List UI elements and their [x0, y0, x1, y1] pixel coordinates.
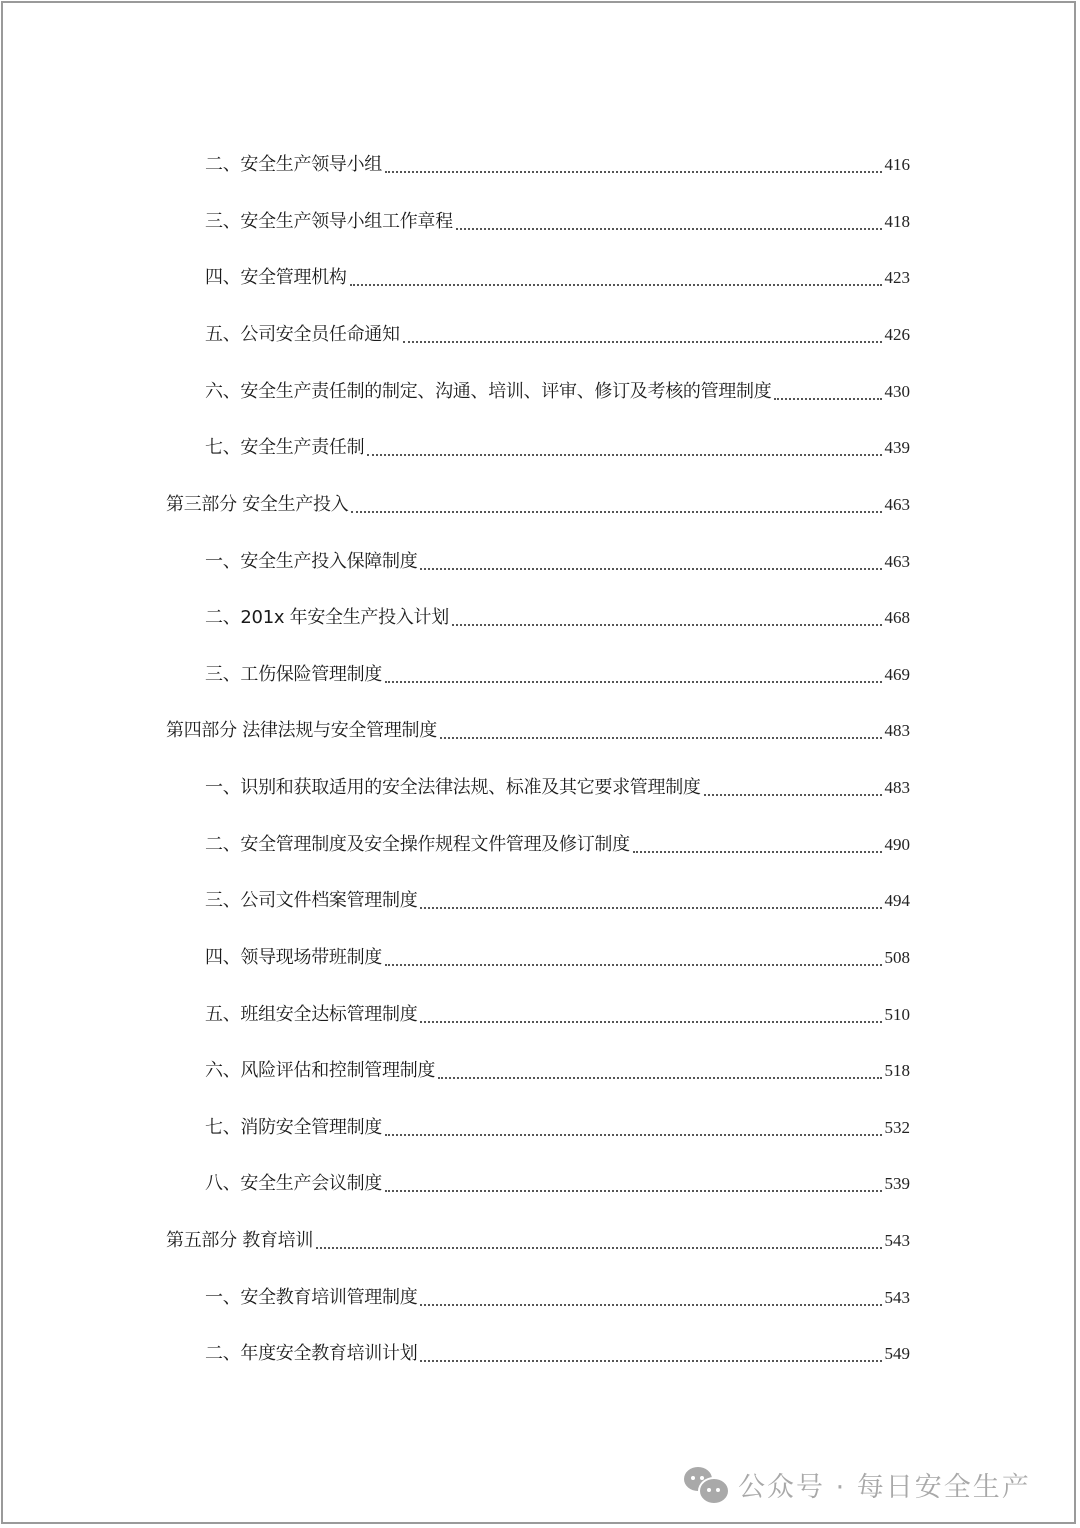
toc-entry-title: 八、安全生产会议制度	[205, 1173, 382, 1194]
toc-page-number: 483	[884, 721, 910, 740]
toc-entry[interactable]	[205, 377, 910, 407]
dot-leader	[420, 1360, 881, 1362]
toc-entry-title: 二、安全管理制度及安全操作规程文件管理及修订制度	[205, 834, 630, 855]
toc-entry[interactable]	[205, 1056, 910, 1086]
toc-page-number: 463	[884, 552, 910, 571]
dot-leader	[420, 568, 881, 570]
toc-entry[interactable]	[205, 773, 910, 803]
dot-leader	[351, 511, 881, 513]
dot-leader	[385, 964, 882, 966]
toc-page-number: 426	[884, 325, 910, 344]
toc-entry-title: 七、消防安全管理制度	[205, 1117, 382, 1138]
dot-leader	[316, 1247, 881, 1249]
toc-part-heading[interactable]	[166, 1226, 910, 1256]
toc-entry-title: 二、安全生产领导小组	[205, 154, 382, 175]
dot-leader	[385, 171, 882, 173]
toc-entry-title: 一、识别和获取适用的安全法律法规、标准及其它要求管理制度	[205, 777, 701, 798]
toc-page-number: 439	[884, 438, 910, 457]
toc-page-number: 549	[884, 1344, 910, 1363]
dot-leader	[452, 624, 882, 626]
toc-page-number: 468	[884, 608, 910, 627]
toc-page-number: 510	[884, 1005, 910, 1024]
dot-leader	[456, 228, 882, 230]
dot-leader	[385, 1134, 882, 1136]
toc-page-number: 418	[884, 212, 910, 231]
watermark	[684, 1464, 1031, 1504]
toc-entry-title: 五、公司安全员任命通知	[205, 324, 400, 345]
toc-entry-title: 二、201x 年安全生产投入计划	[205, 607, 449, 628]
toc-entry[interactable]	[205, 263, 910, 293]
toc-entry-title: 五、班组安全达标管理制度	[205, 1004, 418, 1025]
toc-entry[interactable]	[205, 1169, 910, 1199]
dot-leader	[403, 341, 882, 343]
dot-leader	[420, 1304, 881, 1306]
toc-page-number: 490	[884, 835, 910, 854]
dot-leader	[704, 794, 882, 796]
watermark-text: 公众号 · 每日安全生产	[738, 1471, 1031, 1503]
toc-entry[interactable]	[205, 660, 910, 690]
dot-leader	[350, 284, 882, 286]
toc-entry[interactable]	[205, 886, 910, 916]
toc-page-number: 423	[884, 268, 910, 287]
toc-entry[interactable]	[205, 433, 910, 463]
toc-part-heading[interactable]	[166, 716, 910, 746]
toc-page-number: 430	[884, 382, 910, 401]
toc-entry[interactable]	[205, 207, 910, 237]
dot-leader	[438, 1077, 881, 1079]
dot-leader	[385, 681, 882, 683]
toc-entry[interactable]	[205, 547, 910, 577]
toc-entry-title: 第四部分 法律法规与安全管理制度	[166, 720, 437, 741]
toc-page-number: 543	[884, 1288, 910, 1307]
toc-entry-title: 二、年度安全教育培训计划	[205, 1343, 418, 1364]
toc-entry-title: 三、公司文件档案管理制度	[205, 890, 418, 911]
toc-page-number: 543	[884, 1231, 910, 1250]
toc-entry[interactable]	[205, 603, 910, 633]
toc-entry-title: 一、安全教育培训管理制度	[205, 1287, 418, 1308]
toc-entry-title: 一、安全生产投入保障制度	[205, 551, 418, 572]
dot-leader	[385, 1190, 882, 1192]
dot-leader	[367, 454, 881, 456]
toc-page-number: 483	[884, 778, 910, 797]
toc-entry-title: 第三部分 安全生产投入	[166, 494, 349, 515]
toc-page-number: 532	[884, 1118, 910, 1137]
toc-entry-title: 四、安全管理机构	[205, 267, 347, 288]
dot-leader	[420, 1021, 881, 1023]
dot-leader	[420, 907, 881, 909]
toc-part-heading[interactable]	[166, 490, 910, 520]
toc-entry-title: 六、风险评估和控制管理制度	[205, 1060, 436, 1081]
toc-entry-title: 七、安全生产责任制	[205, 437, 365, 458]
document-page	[1, 1, 1076, 1524]
toc-entry-title: 六、安全生产责任制的制定、沟通、培训、评审、修订及考核的管理制度	[205, 381, 772, 402]
toc-page-number: 539	[884, 1174, 910, 1193]
toc-entry[interactable]	[205, 830, 910, 860]
toc-entry-title: 四、领导现场带班制度	[205, 947, 382, 968]
toc-entry[interactable]	[205, 1113, 910, 1143]
toc-page-number: 463	[884, 495, 910, 514]
toc-page-number: 416	[884, 155, 910, 174]
toc-entry[interactable]	[205, 1000, 910, 1030]
dot-leader	[440, 737, 882, 739]
dot-leader	[774, 398, 881, 400]
dot-leader	[633, 851, 882, 853]
toc-page-number: 494	[884, 891, 910, 910]
toc-entry[interactable]	[205, 1283, 910, 1313]
toc-entry-title: 三、工伤保险管理制度	[205, 664, 382, 685]
toc-page-number: 518	[884, 1061, 910, 1080]
toc-page-number: 469	[884, 665, 910, 684]
toc-entry-title: 三、安全生产领导小组工作章程	[205, 211, 453, 232]
toc-entry[interactable]	[205, 150, 910, 180]
toc-entry[interactable]	[205, 320, 910, 350]
toc-entry-title: 第五部分 教育培训	[166, 1230, 314, 1251]
wechat-icon	[684, 1465, 730, 1503]
toc-entry[interactable]	[205, 943, 910, 973]
toc-page-number: 508	[884, 948, 910, 967]
toc-entry[interactable]	[205, 1339, 910, 1369]
